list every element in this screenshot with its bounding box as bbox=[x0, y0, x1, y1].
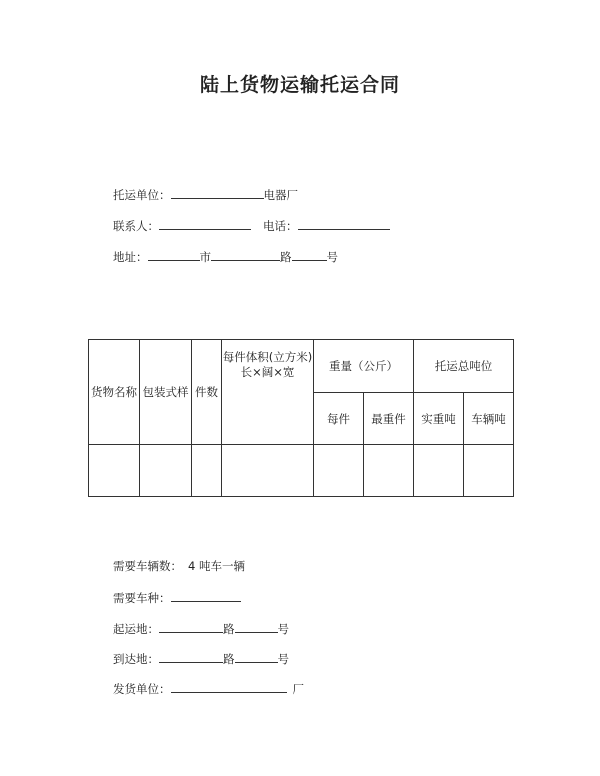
destination-number-blank[interactable] bbox=[235, 650, 278, 663]
col-header-weight-each: 每件 bbox=[314, 393, 364, 445]
cell-tonnage-vehicle[interactable] bbox=[464, 445, 514, 497]
origin-number-suffix: 号 bbox=[277, 622, 289, 636]
col-header-count: 件数 bbox=[192, 340, 222, 445]
vehicle-type-line bbox=[113, 589, 241, 606]
destination-road-blank[interactable] bbox=[159, 650, 223, 663]
phone-label: 电话： bbox=[263, 219, 298, 233]
cell-count[interactable] bbox=[192, 445, 222, 497]
shipper-line bbox=[113, 186, 298, 203]
vehicles-needed-value: 4 吨车一辆 bbox=[188, 559, 245, 573]
cell-tonnage-actual[interactable] bbox=[414, 445, 464, 497]
col-header-volume-line1: 每件体积(立方米) bbox=[222, 350, 313, 364]
address-line bbox=[113, 248, 338, 265]
shipper-label: 托运单位： bbox=[113, 188, 171, 202]
origin-road-suffix: 路 bbox=[223, 622, 235, 636]
contact-line bbox=[113, 217, 390, 234]
table-row bbox=[89, 445, 514, 497]
origin-line bbox=[113, 620, 289, 637]
vehicles-needed-line bbox=[113, 558, 245, 574]
col-header-tonnage-group: 托运总吨位 bbox=[414, 340, 514, 393]
col-header-volume-line2: 长×阔×宽 bbox=[240, 365, 295, 379]
cargo-table bbox=[88, 339, 514, 497]
sender-suffix: 厂 bbox=[292, 682, 304, 696]
contact-blank[interactable] bbox=[159, 217, 251, 230]
origin-number-blank[interactable] bbox=[235, 620, 278, 633]
cell-packaging[interactable] bbox=[140, 445, 192, 497]
col-header-name: 货物名称 bbox=[89, 340, 140, 445]
number-suffix: 号 bbox=[326, 250, 338, 264]
origin-road-blank[interactable] bbox=[159, 620, 223, 633]
city-blank[interactable] bbox=[148, 248, 200, 261]
phone-blank[interactable] bbox=[298, 217, 390, 230]
cell-name[interactable] bbox=[89, 445, 140, 497]
destination-label: 到达地： bbox=[113, 652, 159, 666]
road-blank[interactable] bbox=[211, 248, 280, 261]
road-suffix: 路 bbox=[280, 250, 292, 264]
vehicles-needed-label: 需要车辆数： bbox=[113, 559, 182, 573]
vehicle-type-blank[interactable] bbox=[171, 589, 241, 602]
shipper-blank[interactable] bbox=[171, 186, 264, 199]
table-header-row-1 bbox=[89, 340, 514, 393]
col-header-volume bbox=[222, 340, 314, 445]
sender-line bbox=[113, 680, 304, 697]
cell-weight-each[interactable] bbox=[314, 445, 364, 497]
vehicle-type-label: 需要车种： bbox=[113, 591, 171, 605]
sender-label: 发货单位： bbox=[113, 682, 171, 696]
col-header-packaging: 包装式样 bbox=[140, 340, 192, 445]
destination-line bbox=[113, 650, 289, 667]
city-suffix: 市 bbox=[199, 250, 211, 264]
destination-road-suffix: 路 bbox=[223, 652, 235, 666]
cell-weight-max[interactable] bbox=[364, 445, 414, 497]
address-label: 地址： bbox=[113, 250, 148, 264]
col-header-tonnage-vehicle: 车辆吨 bbox=[464, 393, 514, 445]
col-header-weight-max: 最重件 bbox=[364, 393, 414, 445]
destination-number-suffix: 号 bbox=[277, 652, 289, 666]
col-header-tonnage-actual: 实重吨 bbox=[414, 393, 464, 445]
document-title: 陆上货物运输托运合同 bbox=[199, 74, 400, 96]
col-header-weight-group: 重量（公斤） bbox=[314, 340, 414, 393]
number-blank[interactable] bbox=[292, 248, 327, 261]
sender-blank[interactable] bbox=[171, 680, 287, 693]
contact-label: 联系人： bbox=[113, 219, 159, 233]
cell-volume[interactable] bbox=[222, 445, 314, 497]
origin-label: 起运地： bbox=[113, 622, 159, 636]
shipper-suffix: 电器厂 bbox=[263, 188, 298, 202]
